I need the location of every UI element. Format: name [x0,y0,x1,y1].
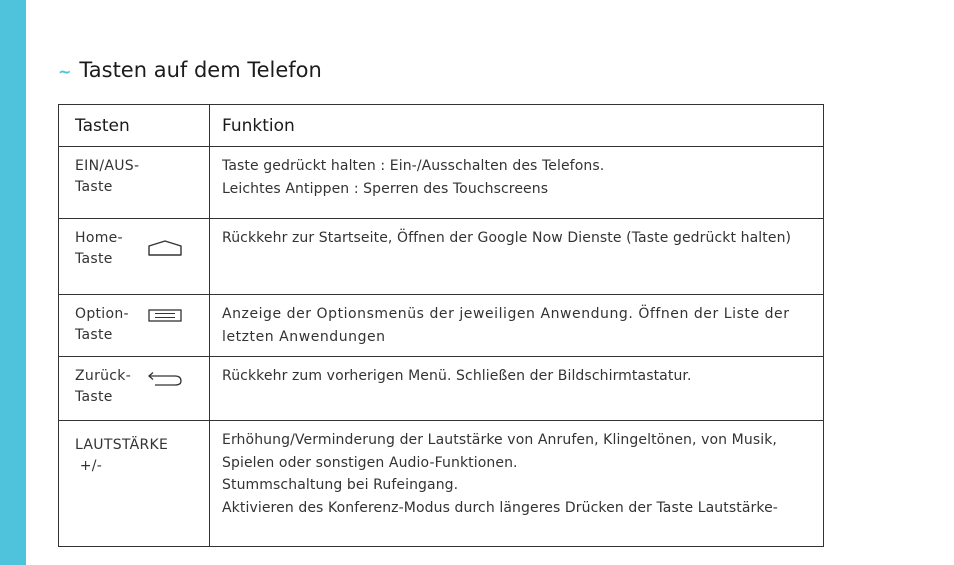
table-row [59,295,824,357]
table-row [59,219,824,295]
table-row [59,421,824,547]
function-cell-volume: Erhöhung/Verminderung der Lautstärke von Anrufen, Klingeltönen, von Musik, Spielen oder sonstigen Audio-Funktionen. Stummschaltung bei Rufeingang. Aktivieren des Konferenz-Modus durch längeres Drücken der Taste Lautstärke- [210,421,824,547]
table-header-row [59,105,824,147]
key-cell-option: Option- Taste [59,295,210,357]
key-cell-volume: LAUTSTÄRKE +/- [59,421,210,547]
keys-table [58,104,824,547]
back-key-icon [147,371,183,387]
key-cell-power: EIN/AUS- Taste [59,147,210,219]
header-function: Funktion [210,105,824,147]
table-row [59,147,824,219]
section-heading [58,58,322,82]
menu-key-icon [148,309,182,322]
function-cell-home: Rückkehr zur Startseite, Öffnen der Google Now Dienste (Taste gedrückt halten) [210,219,824,295]
key-cell-back: Zurück- Taste [59,357,210,421]
header-keys: Tasten [59,105,210,147]
heading-bullet: ~ [58,62,72,81]
accent-sidebar-bar [0,0,26,565]
function-cell-back: Rückkehr zum vorherigen Menü. Schließen der Bildschirmtastatur. [210,357,824,421]
home-key-icon [147,239,183,257]
table-row [59,357,824,421]
heading-text: Tasten auf dem Telefon [79,58,322,82]
function-cell-option: Anzeige der Optionsmenüs der jeweiligen Anwendung. Öffnen der Liste der letzten Anwendungen [210,295,824,357]
function-cell-power: Taste gedrückt halten : Ein-/Ausschalten des Telefons. Leichtes Antippen : Sperren des Touchscreens [210,147,824,219]
key-cell-home: Home- Taste [59,219,210,295]
